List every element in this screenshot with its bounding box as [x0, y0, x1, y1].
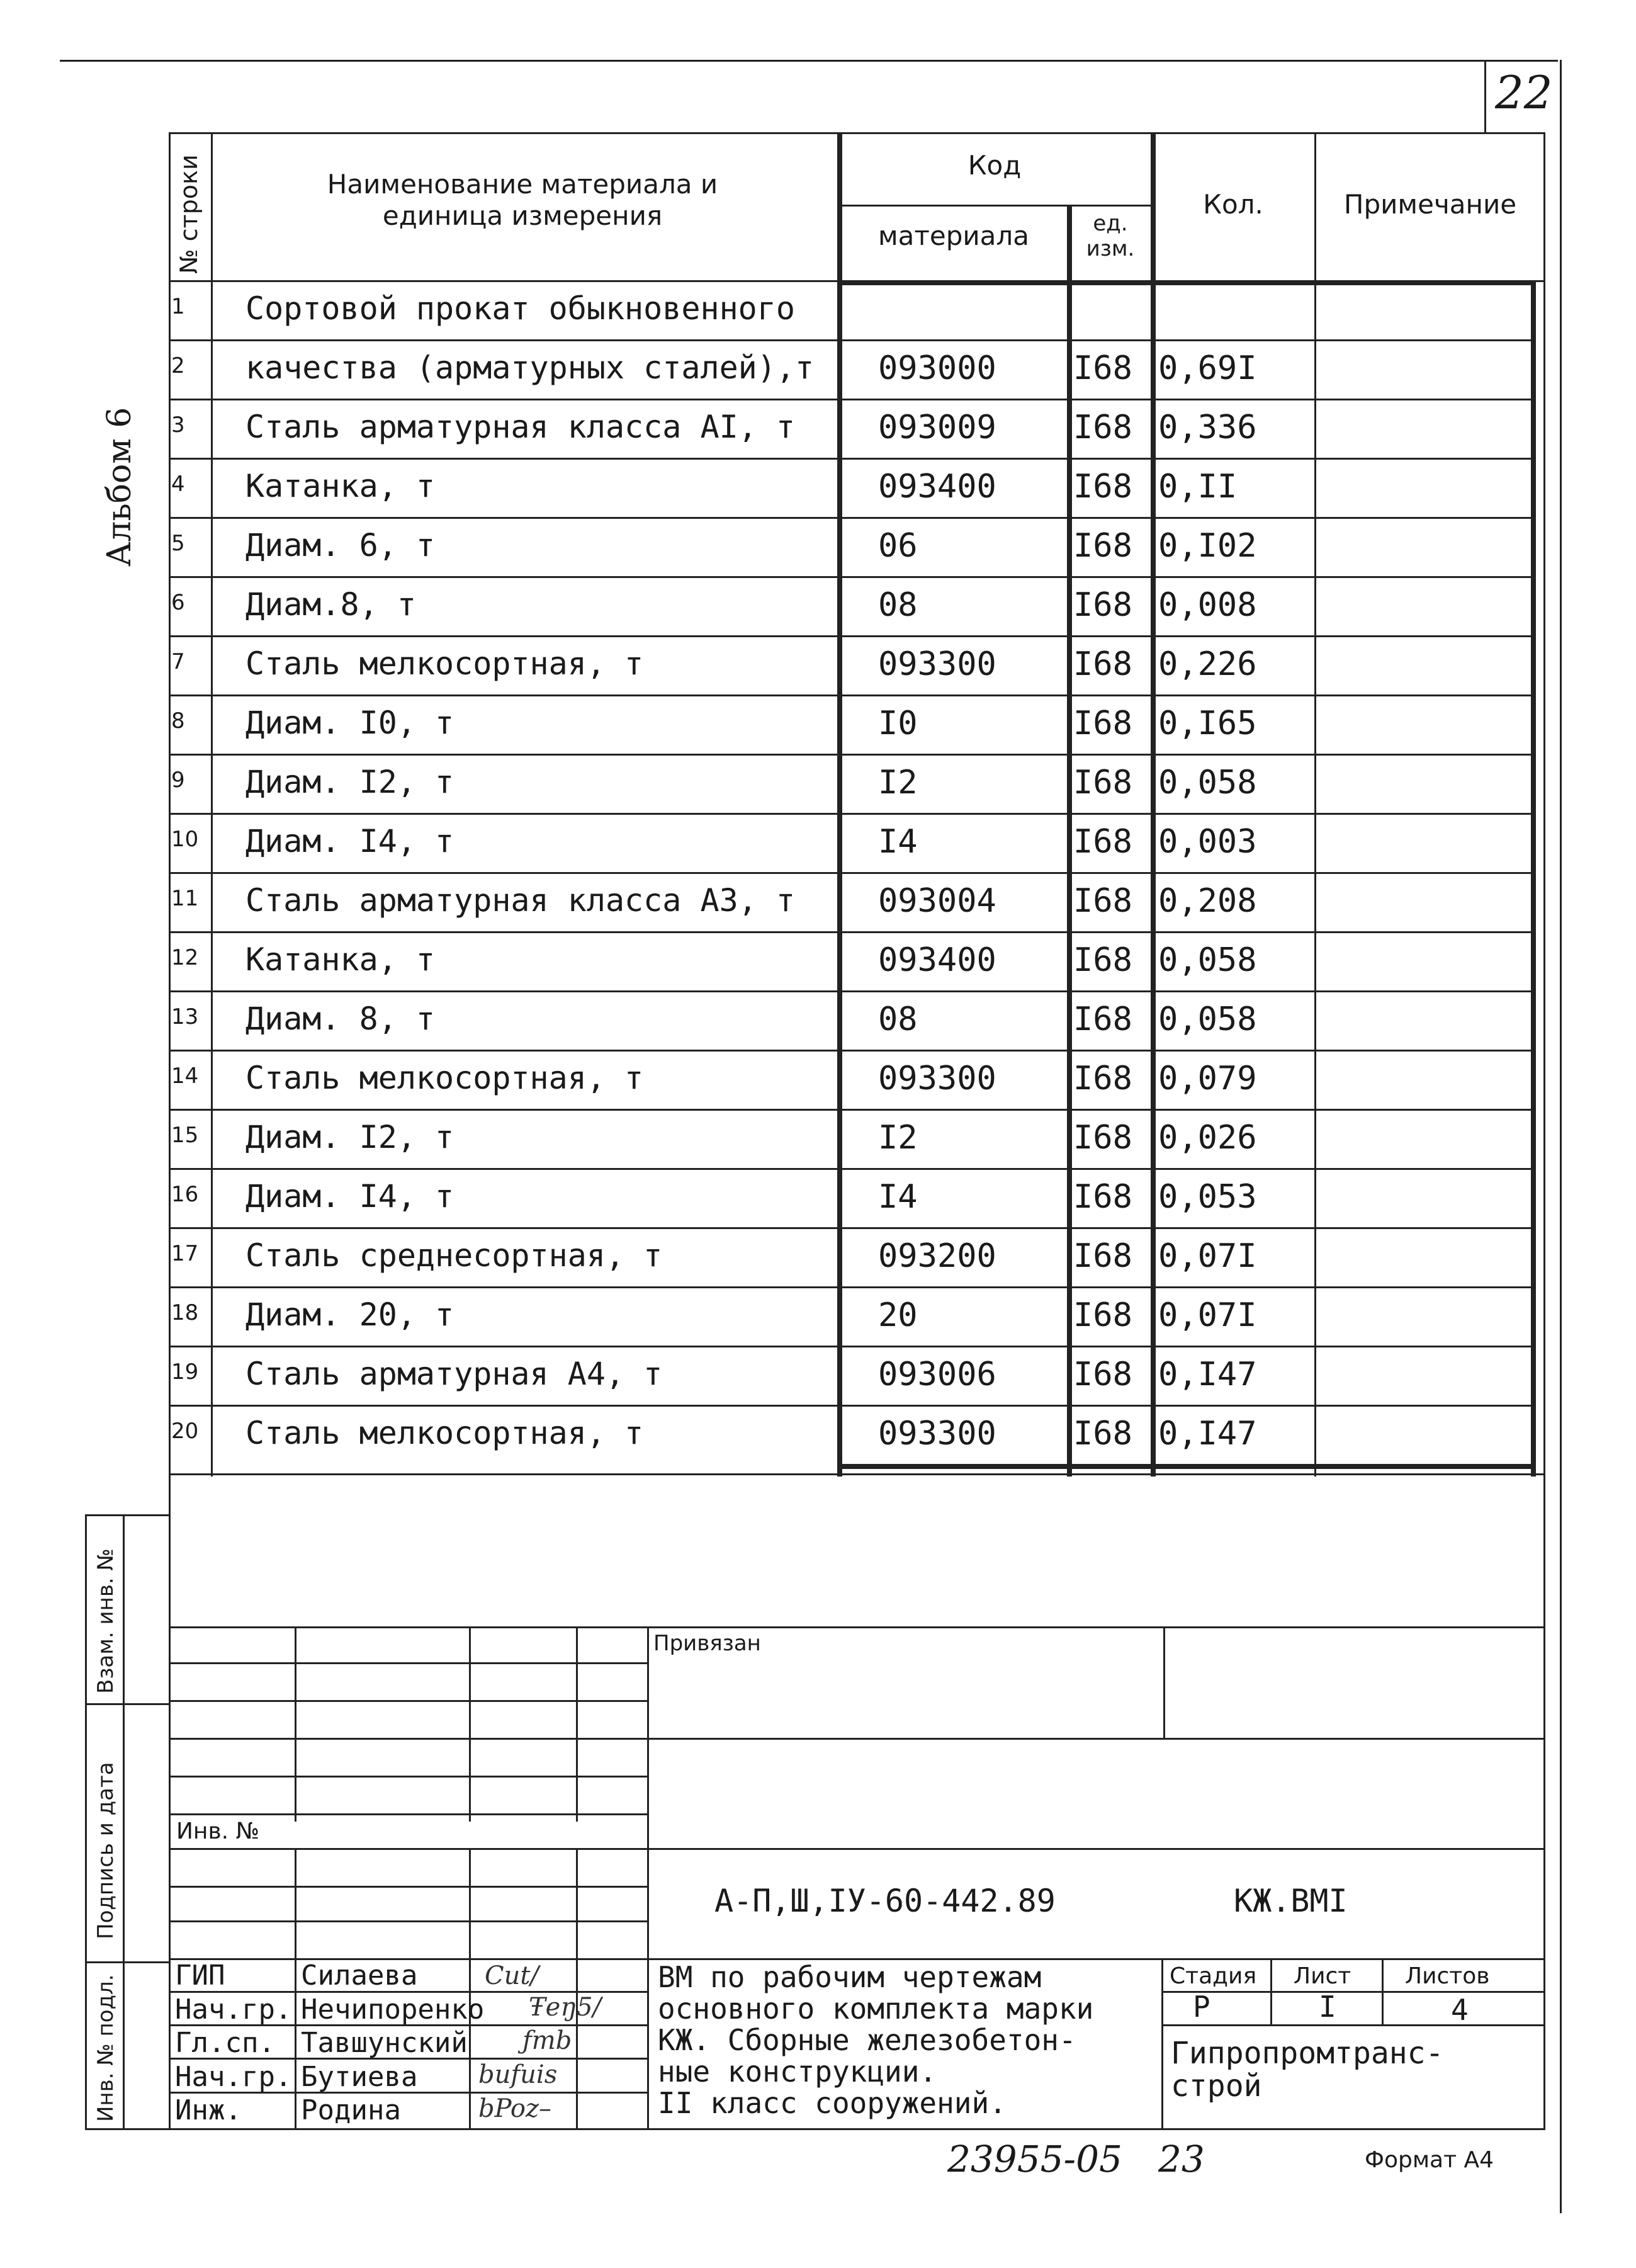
row-number: 17: [171, 1241, 199, 1266]
stage-value-line: [1161, 2024, 1545, 2026]
material-name: Диам. I4, т: [245, 823, 454, 859]
side-strip-top: [85, 1514, 170, 1516]
material-name: Диам. I2, т: [245, 764, 454, 800]
row-divider: [169, 517, 1535, 519]
quantity: 0,058: [1158, 941, 1257, 979]
stamp-top: [169, 1626, 1545, 1628]
row-number: 20: [171, 1419, 199, 1444]
row-divider: [169, 399, 1535, 400]
signature-mark: bPoz–: [478, 2094, 552, 2123]
row-divider: [169, 458, 1535, 460]
material-code: 093400: [878, 941, 996, 979]
material-name: Сталь мелкосортная, т: [245, 645, 644, 682]
stamp-row-f: [169, 1848, 1545, 1850]
material-name: Сталь арматурная класса А3, т: [245, 882, 795, 919]
privyazan-label: Привязан: [653, 1631, 761, 1656]
doc-code: А-П,Ш,IУ-60-442.89: [714, 1883, 1056, 1919]
header-unit-line2: изм.: [1086, 236, 1135, 261]
row-divider: [169, 1405, 1535, 1407]
doc-mark: КЖ.ВМI: [1234, 1883, 1348, 1919]
signer-role: Нач.гр.: [175, 1993, 292, 2026]
header-note: Примечание: [1343, 189, 1517, 220]
row-divider: [169, 1168, 1535, 1170]
header-material: материала: [877, 220, 1029, 251]
material-name: Диам. 8, т: [245, 1001, 436, 1037]
signer-name: Нечипоренко: [301, 1993, 485, 2026]
stamp-col-stage: [1161, 1958, 1163, 2128]
quantity: 0,II: [1158, 468, 1238, 506]
row-number: 18: [171, 1300, 199, 1325]
data-bottom-line: [837, 1464, 1536, 1469]
signer-name: Бутиева: [301, 2060, 418, 2093]
signature-mark: bufuis: [478, 2060, 558, 2089]
unit-code: I68: [1073, 823, 1132, 861]
unit-code: I68: [1073, 1415, 1132, 1453]
stamp-row-d: [169, 1776, 647, 1778]
stamp-row-g: [169, 1886, 647, 1888]
sheets-label: Листов: [1405, 1963, 1490, 1989]
row-divider: [169, 635, 1535, 637]
unit-code: I68: [1073, 1178, 1132, 1216]
sheets-value: 4: [1451, 1993, 1469, 2027]
table-left-border: [169, 132, 171, 2128]
material-code: 093400: [878, 468, 996, 506]
stamp-row-h: [169, 1920, 647, 1922]
row-number: 11: [171, 886, 199, 911]
quantity: 0,053: [1158, 1178, 1257, 1216]
row-divider: [169, 1227, 1535, 1229]
unit-code: I68: [1073, 1060, 1132, 1097]
col-line-note: [1314, 132, 1316, 1477]
row-number: 14: [171, 1063, 199, 1089]
signer-name: Тавшунский: [301, 2027, 468, 2059]
material-code: 093300: [878, 645, 996, 683]
material-name: Сталь арматурная класса AI, т: [245, 409, 795, 445]
row-number: 2: [171, 353, 185, 378]
side-strip-sep2: [85, 1961, 170, 1963]
row-number: 19: [171, 1359, 199, 1385]
material-name: Сталь арматурная А4, т: [245, 1356, 663, 1392]
row-divider: [169, 1050, 1535, 1052]
row-divider: [169, 1346, 1535, 1347]
unit-code: I68: [1073, 1237, 1132, 1275]
row-number: 6: [171, 590, 185, 615]
unit-code: I68: [1073, 1119, 1132, 1157]
page-number-box-left: [1484, 60, 1486, 132]
side-label-podpis: Подпись и дата: [93, 1762, 118, 1939]
stamp-col-2: [469, 1626, 471, 1822]
material-code: I4: [878, 1178, 918, 1216]
material-code: I0: [878, 705, 918, 742]
material-code: I2: [878, 764, 918, 802]
material-name: Катанка, т: [245, 468, 436, 504]
quantity: 0,079: [1158, 1060, 1257, 1097]
material-name: Сталь среднесортная, т: [245, 1237, 663, 1274]
signer-role: Инж.: [175, 2094, 242, 2126]
quantity: 0,I47: [1158, 1415, 1257, 1453]
material-code: 06: [878, 527, 918, 565]
material-code: 093000: [878, 349, 996, 387]
row-divider: [169, 695, 1535, 696]
signer-role: Гл.сп.: [175, 2027, 275, 2059]
col-line-unit: [1067, 205, 1072, 1477]
material-name: Диам. I0, т: [245, 705, 454, 741]
quantity: 0,008: [1158, 586, 1257, 624]
row-number: 16: [171, 1182, 199, 1207]
row-number: 4: [171, 472, 185, 497]
unit-code: I68: [1073, 468, 1132, 506]
material-name: Диам. 20, т: [245, 1296, 454, 1333]
table-bottom-line: [169, 1473, 1545, 1475]
material-name: Диам. I4, т: [245, 1178, 454, 1215]
stamp-col-1b: [295, 1848, 296, 2128]
code-subheader-line: [837, 205, 1152, 207]
material-code: 093300: [878, 1060, 996, 1097]
top-border: [60, 60, 1558, 62]
organization-line: строй: [1171, 2068, 1262, 2104]
col-line-name: [211, 132, 213, 1477]
quantity: 0,I02: [1158, 527, 1257, 565]
stamp-row-a: [169, 1662, 647, 1664]
album-label: Альбом 6: [101, 407, 138, 567]
material-code: I2: [878, 1119, 918, 1157]
col-line-code: [837, 132, 842, 1477]
row-number: 7: [171, 649, 185, 674]
organization-line: Гипропромтранс-: [1171, 2036, 1444, 2071]
unit-code: I68: [1073, 1296, 1132, 1334]
header-top-line: [169, 132, 1545, 134]
signer-name: Силаева: [301, 1959, 418, 1992]
row-divider: [169, 576, 1535, 578]
header-qty: Кол.: [1203, 189, 1263, 220]
material-name: Сортовой прокат обыкновенного: [245, 290, 795, 327]
quantity: 0,69I: [1158, 349, 1257, 387]
right-margin-line: [1560, 60, 1562, 2213]
side-strip-left: [85, 1514, 87, 2128]
unit-code: I68: [1073, 527, 1132, 565]
organization: [1171, 2037, 1443, 2102]
signature-mark: Cut/: [485, 1961, 539, 1990]
row-number: 15: [171, 1123, 199, 1148]
material-code: 093006: [878, 1356, 996, 1393]
row-divider: [169, 990, 1535, 992]
side-strip-bottom: [85, 2128, 1545, 2130]
footer-format: Формат А4: [1365, 2147, 1494, 2173]
header-code: Код: [967, 150, 1022, 181]
material-name: Сталь мелкосортная, т: [245, 1060, 644, 1096]
row-divider: [169, 1286, 1535, 1288]
row-divider: [169, 813, 1535, 815]
stage-value: Р: [1193, 1990, 1210, 2024]
header-unit-line1: ед.: [1093, 211, 1128, 236]
doc-title-line: КЖ. Сборные железобетон-: [658, 2023, 1076, 2057]
data-top-line: [837, 280, 1536, 285]
inv-no-label: Инв. №: [176, 1818, 260, 1844]
quantity: 0,07I: [1158, 1237, 1257, 1275]
row-divider: [169, 872, 1535, 874]
stamp-col-1: [295, 1626, 296, 1822]
material-code: I4: [878, 823, 918, 861]
material-name: Диам. I2, т: [245, 1119, 454, 1155]
quantity: 0,I65: [1158, 705, 1257, 742]
material-code: 093009: [878, 409, 996, 446]
row-number: 8: [171, 708, 185, 734]
material-name: Катанка, т: [245, 941, 436, 978]
unit-code: I68: [1073, 409, 1132, 446]
unit-code: I68: [1073, 645, 1132, 683]
signer-role: ГИП: [175, 1959, 225, 1992]
unit-code: I68: [1073, 941, 1132, 979]
footer-doc-number: 23955-05: [947, 2138, 1122, 2180]
quantity: 0,058: [1158, 764, 1257, 802]
col-line-qty: [1151, 132, 1156, 1477]
stamp-col-3: [576, 1626, 578, 1822]
row-divider: [169, 754, 1535, 756]
header-row-no: № строки: [175, 154, 203, 274]
side-label-vzam: Взам. инв. №: [93, 1548, 118, 1694]
material-code: 093300: [878, 1415, 996, 1453]
material-name: Диам. 6, т: [245, 527, 436, 564]
row-number: 3: [171, 412, 185, 438]
unit-code: I68: [1073, 1001, 1132, 1038]
row-number: 1: [171, 294, 185, 319]
material-code: 20: [878, 1296, 918, 1334]
side-strip-inner: [123, 1514, 125, 2128]
quantity: 0,208: [1158, 882, 1257, 920]
material-code: 093200: [878, 1237, 996, 1275]
quantity: 0,I47: [1158, 1356, 1257, 1393]
data-right-thick: [1531, 280, 1536, 1477]
quantity: 0,226: [1158, 645, 1257, 683]
quantity: 0,336: [1158, 409, 1257, 446]
quantity: 0,058: [1158, 1001, 1257, 1038]
sheet-label: Лист: [1294, 1963, 1351, 1989]
side-label-inv-podl: Инв. № подл.: [93, 1974, 118, 2122]
header-name: Наименование материала и единица измерения: [327, 169, 718, 232]
material-name: Сталь мелкосортная, т: [245, 1415, 644, 1451]
unit-code: I68: [1073, 586, 1132, 624]
footer-page: 23: [1158, 2138, 1205, 2180]
unit-code: I68: [1073, 764, 1132, 802]
page-number: 22: [1495, 66, 1553, 119]
stamp-col-privyazan: [1163, 1626, 1165, 1738]
unit-code: I68: [1073, 349, 1132, 387]
stamp-row-b: [169, 1700, 647, 1702]
material-code: 08: [878, 1001, 918, 1038]
row-number: 13: [171, 1004, 199, 1029]
stage-label: Стадия: [1170, 1963, 1257, 1989]
signature-mark: ƒmb: [522, 2026, 572, 2055]
row-divider: [169, 931, 1535, 933]
signature-mark: Ŧeŋ5/: [529, 1993, 602, 2022]
material-name: качества (арматурных сталей),т: [245, 349, 815, 386]
unit-code: I68: [1073, 705, 1132, 742]
stamp-row-e: [169, 1813, 647, 1815]
doc-title-line: ные конструкции.: [658, 2055, 937, 2089]
material-code: 093004: [878, 882, 996, 920]
row-number: 10: [171, 827, 199, 852]
material-name: Диам.8, т: [245, 586, 416, 623]
row-number: 5: [171, 531, 185, 556]
signer-name: Родина: [301, 2094, 401, 2126]
signer-role: Нач.гр.: [175, 2060, 292, 2093]
quantity: 0,07I: [1158, 1296, 1257, 1334]
side-strip-sep1: [85, 1703, 170, 1705]
quantity: 0,003: [1158, 823, 1257, 861]
unit-code: I68: [1073, 1356, 1132, 1393]
row-divider: [169, 1109, 1535, 1111]
quantity: 0,026: [1158, 1119, 1257, 1157]
doc-title-line: ВМ по рабочим чертежам: [658, 1960, 1042, 1994]
row-divider: [169, 339, 1535, 341]
unit-code: I68: [1073, 882, 1132, 920]
row-number: 12: [171, 945, 199, 970]
table-right-border: [1543, 132, 1545, 2128]
stamp-col-2b: [469, 1848, 471, 2128]
doc-title: [658, 1961, 1093, 2119]
row-number: 9: [171, 768, 185, 793]
sheet-value: I: [1319, 1990, 1336, 2024]
doc-title-line: II класс сооружений.: [658, 2086, 1007, 2120]
stamp-col-3b: [576, 1848, 578, 2128]
privyazan-bottom: [647, 1738, 1163, 1740]
material-code: 08: [878, 586, 918, 624]
stage-header-line: [1161, 1991, 1545, 1993]
doc-title-line: основного комплекта марки: [658, 1992, 1094, 2026]
stamp-col-4: [647, 1626, 649, 2128]
